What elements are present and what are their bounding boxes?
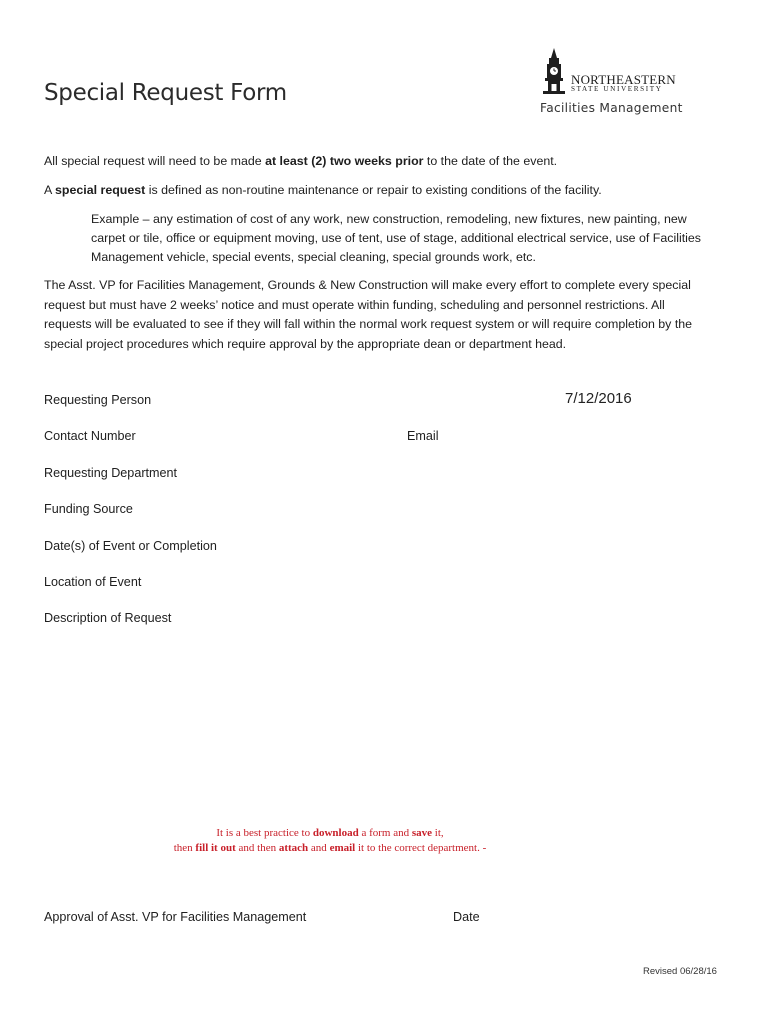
intro-p1-post: to the date of the event. <box>423 154 558 168</box>
notice-emphasis: download <box>312 827 359 839</box>
notice-text: and then <box>235 841 279 854</box>
intro-p2-pre: A <box>44 183 56 197</box>
requesting-department-label: Requesting Department <box>44 466 178 480</box>
intro-p1-pre: All special request will need to be made <box>44 154 266 168</box>
example-block <box>91 210 701 267</box>
clock-tower-icon <box>539 46 569 96</box>
location-of-event-label: Location of Event <box>44 575 142 589</box>
dates-of-event-label: Date(s) of Event or Completion <box>44 539 217 553</box>
requesting-person-label: Requesting Person <box>44 393 152 407</box>
intro-p2-post: is defined as non-routine maintenance or repair to existing conditions of the facility. <box>145 183 602 197</box>
notice-emphasis: save <box>411 827 433 839</box>
notice-emphasis: attach <box>278 841 309 854</box>
date-field-value[interactable]: 7/12/2016 <box>565 390 632 407</box>
approval-label: Approval of Asst. VP for Facilities Management <box>44 910 307 924</box>
revised-date: Revised 06/28/16 <box>643 966 717 977</box>
paragraph-line: request but must have 2 weeks’ notice and must operate within funding, scheduling and personnel restrictions. All <box>44 297 665 312</box>
intro-paragraph-2 <box>44 181 602 201</box>
download-notice <box>120 826 540 855</box>
notice-text: a form and <box>358 827 412 839</box>
notice-line-1 <box>120 826 540 841</box>
department-name: Facilities Management <box>540 101 683 115</box>
notice-line-2 <box>120 841 540 856</box>
notice-emphasis: fill it out <box>195 841 236 854</box>
example-line: Example – any estimation of cost of any work, new construction, remodeling, new fixtures, new painting, new <box>91 212 687 226</box>
paragraph-line: special project procedures which require approval by the appropriate dean or department head. <box>44 336 567 351</box>
contact-number-label: Contact Number <box>44 429 136 443</box>
intro-p2-bold: special request <box>55 183 146 197</box>
paragraph-line: The Asst. VP for Facilities Management, Grounds & New Construction will make every effort to complete every special <box>44 278 691 292</box>
funding-source-label: Funding Source <box>44 502 133 516</box>
notice-text: and <box>308 841 330 854</box>
example-line: Management vehicle, special events, special cleaning, special grounds work, etc. <box>91 250 536 264</box>
approval-date-label: Date <box>453 910 480 924</box>
intro-paragraph-3 <box>44 276 692 354</box>
logo-name: NORTHEASTERN <box>571 72 676 87</box>
notice-text: It is a best practice to <box>216 827 313 839</box>
email-label: Email <box>407 429 439 443</box>
intro-p1-bold: at least (2) two weeks prior <box>265 154 424 168</box>
intro-paragraph-1 <box>44 152 557 172</box>
description-of-request-label: Description of Request <box>44 611 172 625</box>
paragraph-line: requests will be evaluated to see if they will fall within the normal work request system or will require completion by the <box>44 317 693 331</box>
notice-emphasis: email <box>329 841 356 854</box>
notice-text: it to the correct department. - <box>355 841 487 854</box>
logo-subname: STATE UNIVERSITY <box>571 85 663 93</box>
page-title: Special Request Form <box>44 80 287 106</box>
notice-text: it, <box>432 827 444 839</box>
notice-text: then <box>173 841 196 854</box>
example-line: carpet or tile, office or equipment moving, use of tent, use of stage, additional electrical service, use of Facilities <box>91 231 701 245</box>
